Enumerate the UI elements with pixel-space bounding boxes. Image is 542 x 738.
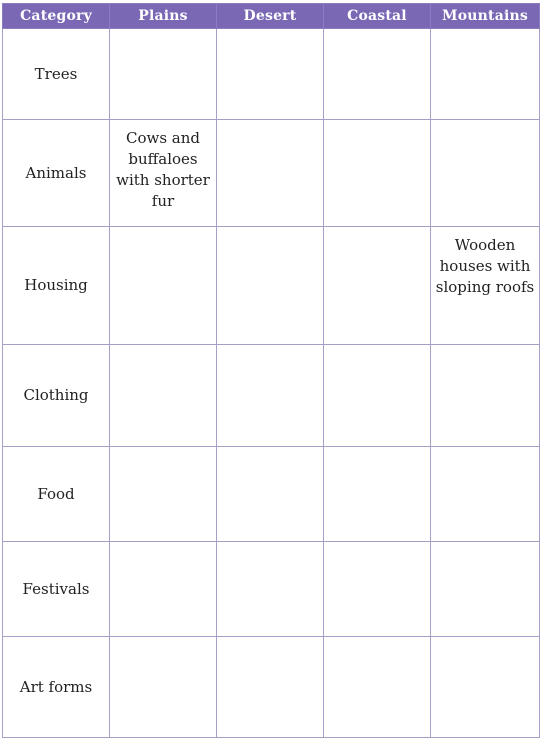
plains-cell xyxy=(110,542,217,637)
region-comparison-table xyxy=(2,3,540,738)
plains-cell xyxy=(110,637,217,738)
desert-cell xyxy=(217,637,324,738)
table-row xyxy=(3,637,540,738)
table-row xyxy=(3,29,540,120)
desert-cell xyxy=(217,29,324,120)
table-header-row xyxy=(3,4,540,29)
mountains-cell xyxy=(431,29,540,120)
table-row xyxy=(3,227,540,345)
plains-cell xyxy=(110,29,217,120)
coastal-cell xyxy=(324,29,431,120)
mountains-cell xyxy=(431,447,540,542)
desert-cell xyxy=(217,120,324,227)
row-category-cell: Animals xyxy=(3,120,110,227)
table-row xyxy=(3,345,540,447)
desert-cell xyxy=(217,345,324,447)
plains-cell: Cows and buffaloes with shorter fur xyxy=(110,120,217,227)
table-row xyxy=(3,542,540,637)
coastal-cell xyxy=(324,345,431,447)
row-category-cell: Clothing xyxy=(3,345,110,447)
coastal-cell xyxy=(324,227,431,345)
row-category-cell: Housing xyxy=(3,227,110,345)
coastal-cell xyxy=(324,447,431,542)
mountains-cell: Wooden houses with sloping roofs xyxy=(431,227,540,345)
plains-cell xyxy=(110,447,217,542)
header-coastal: Coastal xyxy=(324,4,431,29)
desert-cell xyxy=(217,542,324,637)
row-category-cell: Festivals xyxy=(3,542,110,637)
mountains-cell xyxy=(431,542,540,637)
row-category-cell: Trees xyxy=(3,29,110,120)
header-plains: Plains xyxy=(110,4,217,29)
desert-cell xyxy=(217,227,324,345)
header-desert: Desert xyxy=(217,4,324,29)
table-row xyxy=(3,120,540,227)
row-category-cell: Food xyxy=(3,447,110,542)
comparison-table-container xyxy=(2,3,539,738)
plains-cell xyxy=(110,227,217,345)
coastal-cell xyxy=(324,637,431,738)
row-category-cell: Art forms xyxy=(3,637,110,738)
coastal-cell xyxy=(324,542,431,637)
header-category: Category xyxy=(3,4,110,29)
header-mountains: Mountains xyxy=(431,4,540,29)
table-row xyxy=(3,447,540,542)
mountains-cell xyxy=(431,120,540,227)
mountains-cell xyxy=(431,345,540,447)
plains-cell xyxy=(110,345,217,447)
desert-cell xyxy=(217,447,324,542)
coastal-cell xyxy=(324,120,431,227)
mountains-cell xyxy=(431,637,540,738)
